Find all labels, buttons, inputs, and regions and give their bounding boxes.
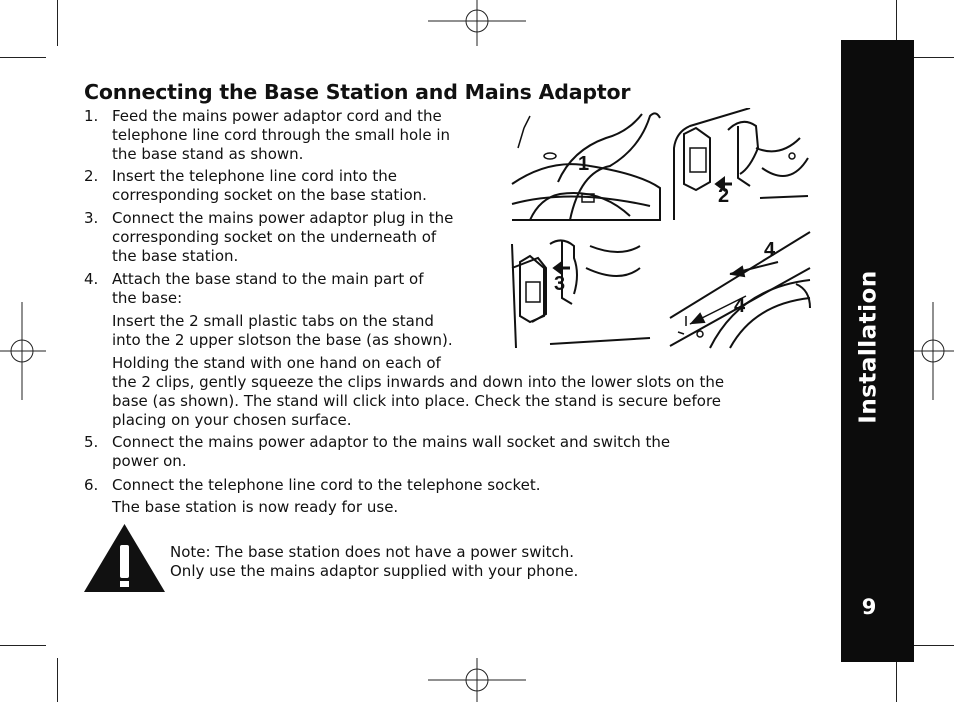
step-text: Connect the mains power adaptor to the mains wall socket and switch the [112, 433, 671, 451]
step-subtext: Holding the stand with one hand on each of [112, 354, 441, 372]
step-number: 6. [84, 476, 99, 494]
step-text: corresponding socket on the base station. [112, 186, 427, 204]
registration-mark-top [428, 0, 526, 46]
step-text: the base station. [112, 247, 239, 265]
illustration-step-2 [674, 108, 808, 220]
illustration-label: 3 [554, 273, 566, 295]
section-tab-label: Installation [856, 270, 883, 424]
illustration-label: 4 [734, 295, 746, 317]
step-text: the base: [112, 289, 183, 307]
installation-illustrations [510, 108, 812, 350]
step-number: 4. [84, 270, 99, 288]
crop-mark [57, 658, 58, 702]
step-text: Connect the mains power adaptor plug in the [112, 209, 454, 227]
crop-mark [908, 57, 954, 58]
step-subtext: into the 2 upper slotson the base (as shown). [112, 331, 453, 349]
illustration-label: 4 [764, 239, 776, 261]
note-line-2: Only use the mains adaptor supplied with your phone. [170, 562, 579, 580]
step-subtext: placing on your chosen surface. [112, 411, 352, 429]
step-text: power on. [112, 452, 187, 470]
note-line-1: Note: The base station does not have a power switch. [170, 543, 575, 561]
crop-mark [908, 645, 954, 646]
step-text: corresponding socket on the underneath of [112, 228, 437, 246]
step-text: Insert the telephone line cord into the [112, 167, 397, 185]
crop-mark [0, 645, 46, 646]
page-title: Connecting the Base Station and Mains Adaptor [84, 80, 631, 104]
illustration-label: 1 [578, 153, 590, 175]
step-text: Feed the mains power adaptor cord and the [112, 107, 442, 125]
illustration-step-4 [670, 232, 810, 348]
illustration-label: 2 [718, 185, 730, 207]
step-text: telephone line cord through the small hole in [112, 126, 451, 144]
registration-mark-bottom [428, 658, 526, 702]
step-number: 2. [84, 167, 99, 185]
step-number: 1. [84, 107, 99, 125]
crop-mark [896, 658, 897, 702]
registration-mark-right [908, 302, 954, 400]
step-text: Attach the base stand to the main part of [112, 270, 424, 288]
step-subtext: Insert the 2 small plastic tabs on the stand [112, 312, 434, 330]
crop-mark [57, 0, 58, 46]
step-text: the base stand as shown. [112, 145, 304, 163]
page-number: 9 [861, 595, 877, 619]
crop-mark [0, 57, 46, 58]
warning-icon [83, 523, 166, 593]
step-number: 3. [84, 209, 99, 227]
step-number: 5. [84, 433, 99, 451]
ready-text: The base station is now ready for use. [112, 498, 399, 516]
illustration-step-3 [512, 240, 650, 348]
step-subtext: base (as shown). The stand will click into place. Check the stand is secure before [112, 392, 722, 410]
step-subtext: the 2 clips, gently squeeze the clips inwards and down into the lower slots on the [112, 373, 725, 391]
step-text: Connect the telephone line cord to the telephone socket. [112, 476, 541, 494]
registration-mark-left [0, 302, 46, 400]
